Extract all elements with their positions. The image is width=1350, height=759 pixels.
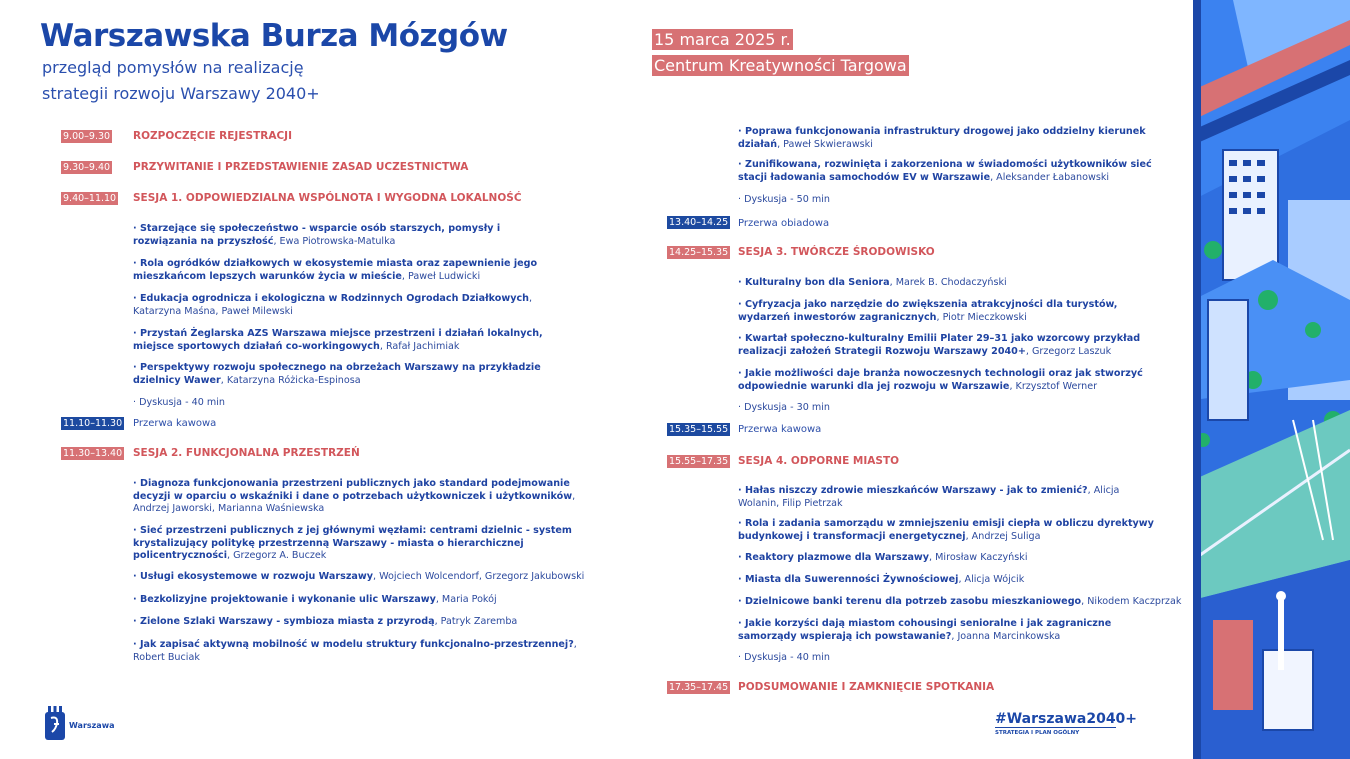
time-badge-session-4: 15.55–17.35 [669, 456, 729, 467]
agenda-item: · Bezkolizyjne projektowanie i wykonanie ulic Warszawy, Maria Pokój [133, 594, 497, 605]
agenda-item: · Miasta dla Suwerenności Żywnościowej, Alicja Wójcik [738, 574, 1025, 585]
agenda-item: · Dzielnicowe banki terenu dla potrzeb zasobu mieszkaniowego, Nikodem Kaczprzak [738, 596, 1182, 607]
session-1-title: SESJA 1. ODPOWIEDZIALNA WSPÓLNOTA I WYGODNA LOKALNOŚĆ [133, 192, 522, 204]
agenda-item: · Diagnoza funkcjonowania przestrzeni publicznych jako standard podejmowanie decyzji w oparciu o wskaźniki i dane o potrzebach użytkowniczek i użytkowników, Andrzej Jaworski, Marianna Waśniewska [133, 478, 576, 514]
break-1-title: Przerwa kawowa [133, 418, 217, 429]
hashtag-underline [995, 727, 1116, 728]
time-badge-lunch: 13.40–14.25 [669, 217, 729, 228]
agenda-item: · Poprawa funkcjonowania infrastruktury drogowej jako oddzielny kierunek działań, Paweł Skwierawski [738, 126, 1146, 150]
agenda-item: · Kulturalny bon dla Seniora, Marek B. Chodaczyński [738, 277, 1007, 288]
agenda-item: · Zielone Szlaki Warszawy - symbioza miasta z przyrodą, Patryk Zaremba [133, 616, 518, 627]
warszawa-crest-icon [44, 706, 66, 742]
agenda-item: · Jak zapisać aktywną mobilność w modelu struktury funkcjonalno-przestrzennej?, Robert Buciak [133, 639, 577, 663]
time-badge-break-1: 11.10–11.30 [63, 418, 123, 429]
lunch-title: Przerwa obiadowa [738, 218, 830, 229]
agenda-item: · Starzejące się społeczeństwo - wsparcie osób starszych, pomysły i rozwiązania na przyszłość, Ewa Piotrowska-Matulka [133, 223, 501, 247]
agenda-item: · Zunifikowana, rozwinięta i zakorzeniona w świadomości użytkowników sieć stacji ładowania samochodów EV w Warszawie, Aleksander Łabanowski [738, 159, 1152, 183]
time-badge-closing: 17.35–17.45 [669, 682, 729, 693]
discussion-note: · Dyskusja - 30 min [738, 402, 830, 413]
page-subtitle-1: przegląd pomysłów na realizację [42, 58, 304, 77]
page-subtitle-2: strategii rozwoju Warszawy 2040+ [42, 84, 320, 103]
session-2-title: SESJA 2. FUNKCJONALNA PRZESTRZEŃ [133, 447, 360, 459]
discussion-note: · Dyskusja - 50 min [738, 194, 830, 205]
closing-title: PODSUMOWANIE I ZAMKNIĘCIE SPOTKANIA [738, 681, 995, 693]
discussion-note: · Dyskusja - 40 min [738, 652, 830, 663]
discussion-note: · Dyskusja - 40 min [133, 397, 225, 408]
event-venue: Centrum Kreatywności Targowa [654, 56, 907, 75]
city-logo-text: Warszawa [69, 721, 115, 730]
agenda-item: · Jakie możliwości daje branża nowoczesnych technologii oraz jak stworzyć odpowiednie warunki dla jej rozwoju w Warszawie, Krzysztof Werner [738, 368, 1143, 392]
agenda-item: · Perspektywy rozwoju społecznego na obrzeżach Warszawy na przykładzie dzielnicy Wawer, Katarzyna Różicka-Espinosa [133, 362, 541, 386]
tagline: STRATEGIA I PLAN OGÓLNY [995, 730, 1080, 736]
time-badge-registration: 9.00–9.30 [63, 131, 111, 142]
agenda-item: · Rola i zadania samorządu w zmniejszeniu emisji ciepła w obliczu dyrektywy budynkowej i transformacji energetycznej, Andrzej Suliga [738, 518, 1154, 542]
session-3-title: SESJA 3. TWÓRCZE ŚRODOWISKO [738, 246, 935, 258]
agenda-item: · Jakie korzyści dają miastom cohousingi senioralne i jak zagraniczne samorządy wspierają ich powstawanie?, Joanna Marcinkowska [738, 618, 1112, 642]
agenda-item: · Hałas niszczy zdrowie mieszkańców Warszawy - jak to zmienić?, Alicja Wolanin, Filip Pietrzak [738, 485, 1120, 509]
hashtag: #Warszawa2040+ [995, 711, 1138, 727]
agenda-item: · Usługi ekosystemowe w rozwoju Warszawy, Wojciech Wolcendorf, Grzegorz Jakubowski [133, 571, 585, 582]
time-badge-break-2: 15.35–15.55 [669, 424, 729, 435]
agenda-item: · Przystań Żeglarska AZS Warszawa miejsce przestrzeni i działań lokalnych, miejsce sportowych działań co-workingowych, Rafał Jachimiak [133, 328, 543, 352]
agenda-item: · Edukacja ogrodnicza i ekologiczna w Rodzinnych Ogrodach Działkowych, Katarzyna Maśna, Paweł Milewski [133, 293, 533, 317]
welcome-title: PRZYWITANIE I PRZEDSTAWIENIE ZASAD UCZESTNICTWA [133, 161, 469, 173]
break-2-title: Przerwa kawowa [738, 424, 822, 435]
event-date: 15 marca 2025 r. [654, 30, 791, 49]
agenda-item: · Sieć przestrzeni publicznych z jej głównymi węzłami: centrami dzielnic - system krystalizujący politykę przestrzenną Warszawy - miasta o hierarchicznej policentryczności, Grzegorz A. Buczek [133, 525, 572, 561]
agenda-item: · Rola ogródków działkowych w ekosystemie miasta oraz zapewnienie jego mieszkańcom lepszych warunków życia w mieście, Paweł Ludwicki [133, 258, 538, 282]
page-title: Warszawska Burza Mózgów [40, 18, 508, 54]
registration-title: ROZPOCZĘCIE REJESTRACJI [133, 130, 292, 142]
agenda-item: · Kwartał społeczno-kulturalny Emilii Plater 29–31 jako wzorcowy przykład realizacji założeń Strategii Rozwoju Warszawy 2040+, Grzegorz Laszuk [738, 333, 1141, 357]
time-badge-session-3: 14.25–15.35 [669, 247, 729, 258]
time-badge-welcome: 9.30–9.40 [63, 162, 111, 173]
city-illustration [1193, 0, 1350, 759]
time-badge-session-2: 11.30–13.40 [63, 448, 123, 459]
agenda-item: · Cyfryzacja jako narzędzie do zwiększenia atrakcyjności dla turystów, wydarzeń inwestorów zagranicznych, Piotr Mieczkowski [738, 299, 1118, 323]
agenda-item: · Reaktory plazmowe dla Warszawy, Mirosław Kaczyński [738, 552, 1028, 563]
time-badge-session-1: 9.40–11.10 [63, 193, 117, 204]
session-4-title: SESJA 4. ODPORNE MIASTO [738, 455, 900, 467]
